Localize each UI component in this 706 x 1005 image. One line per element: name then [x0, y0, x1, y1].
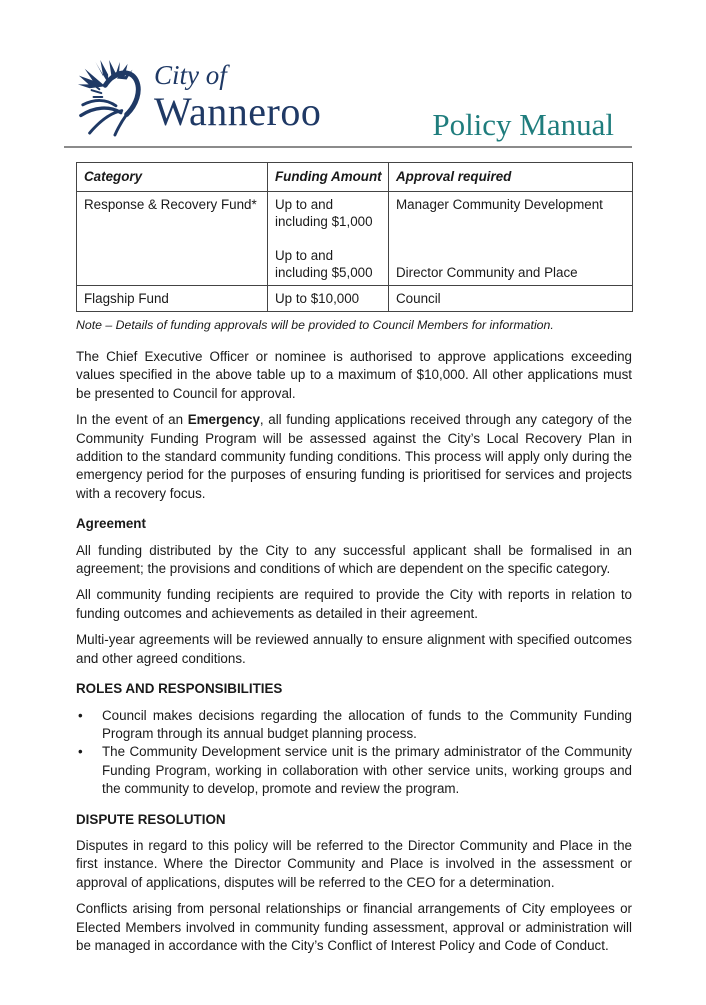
paragraph-conflicts: Conflicts arising from personal relationships or financial arrangements of City employees or Elected Members involved in community funding assessment, approval or administration will be managed in accordance with the City’s Conflict of Interest Policy and Code of Conduct.	[76, 901, 632, 953]
heading-roles-and-responsibilities: ROLES AND RESPONSIBILITIES	[76, 681, 283, 697]
funding-amount-2: Up to and including $5,000	[275, 248, 373, 280]
cell-category-flagship: Flagship Fund	[77, 286, 268, 312]
city-of-wanneroo-logo	[76, 56, 321, 138]
cell-category-response-recovery: Response & Recovery Fund*	[77, 192, 268, 286]
cell-funding-response-recovery	[268, 192, 389, 286]
logo-wanneroo-text: Wanneroo	[154, 89, 322, 134]
document-title: Policy Manual	[432, 107, 614, 142]
list-item	[76, 743, 632, 798]
heading-agreement: Agreement	[76, 516, 146, 532]
heading-dispute-resolution: DISPUTE RESOLUTION	[76, 811, 226, 827]
funding-approval-table	[76, 162, 633, 312]
logo-wordmark	[154, 56, 321, 132]
table-row	[77, 192, 633, 286]
col-header-category: Category	[77, 163, 268, 192]
bullet-text-community-development: The Community Development service unit is the primary administrator of the Community Funding Program, working in collaboration with other service units, working groups and the community to develop, promote and review the program.	[102, 744, 632, 797]
bullet-icon: •	[78, 707, 83, 723]
list-item	[76, 707, 632, 744]
header-divider	[64, 146, 632, 148]
col-header-approval-required: Approval required	[389, 163, 633, 192]
table-header-row	[77, 163, 633, 192]
emergency-bold-text: Emergency	[187, 412, 260, 428]
cell-funding-flagship: Up to $10,000	[268, 286, 389, 312]
approval-1: Manager Community Development	[396, 197, 603, 212]
funding-amount-1: Up to and including $1,000	[275, 197, 373, 229]
paragraph-emergency-prefix: In the event of an	[76, 412, 188, 428]
kangaroo-paw-icon	[76, 56, 150, 138]
table-note: Note – Details of funding approvals will be provided to Council Members for information.	[76, 318, 554, 332]
logo-city-of-text: City of	[154, 60, 227, 90]
paragraph-agreement-formalised: All funding distributed by the City to any successful applicant shall be formalised in an agreement; the provisions and conditions of which are dependent on the specific category.	[76, 542, 632, 577]
cell-approval-flagship: Council	[389, 286, 633, 312]
roles-bullet-list	[76, 707, 632, 799]
paragraph-ceo-approval: The Chief Executive Officer or nominee is authorised to approve applications exceeding values specified in the above table up to a maximum of $10,000. All other applications must be presented to Council for approval.	[76, 349, 632, 401]
paragraph-disputes: Disputes in regard to this policy will be referred to the Director Community and Place in the first instance. Where the Director Community and Place is involved in the assessment or approval of applications, disputes will be referred to the CEO for a determination.	[76, 837, 632, 890]
page-header	[76, 56, 632, 146]
bullet-text-council: Council makes decisions regarding the allocation of funds to the Community Funding Program through its annual budget planning process.	[102, 707, 632, 741]
col-header-funding-amount: Funding Amount	[268, 163, 389, 192]
paragraph-emergency-suffix: , all funding applications received through any category of the Community Funding Program will be assessed against the City’s Local Recovery Plan in addition to the standard community funding conditions. This process will apply only during the emergency period for the purposes of ensuring funding is prioritised for services and projects with a recovery focus.	[76, 412, 632, 501]
bullet-icon: •	[78, 744, 83, 760]
paragraph-emergency	[76, 411, 632, 503]
paragraph-multi-year: Multi-year agreements will be reviewed annually to ensure alignment with specified outcomes and other agreed conditions.	[76, 632, 632, 666]
cell-approval-response-recovery	[389, 192, 633, 286]
paragraph-recipients-reports: All community funding recipients are required to provide the City with reports in relation to funding outcomes and achievements as detailed in their agreement.	[76, 587, 632, 621]
approval-2: Director Community and Place	[396, 265, 578, 280]
table-row	[77, 286, 633, 312]
